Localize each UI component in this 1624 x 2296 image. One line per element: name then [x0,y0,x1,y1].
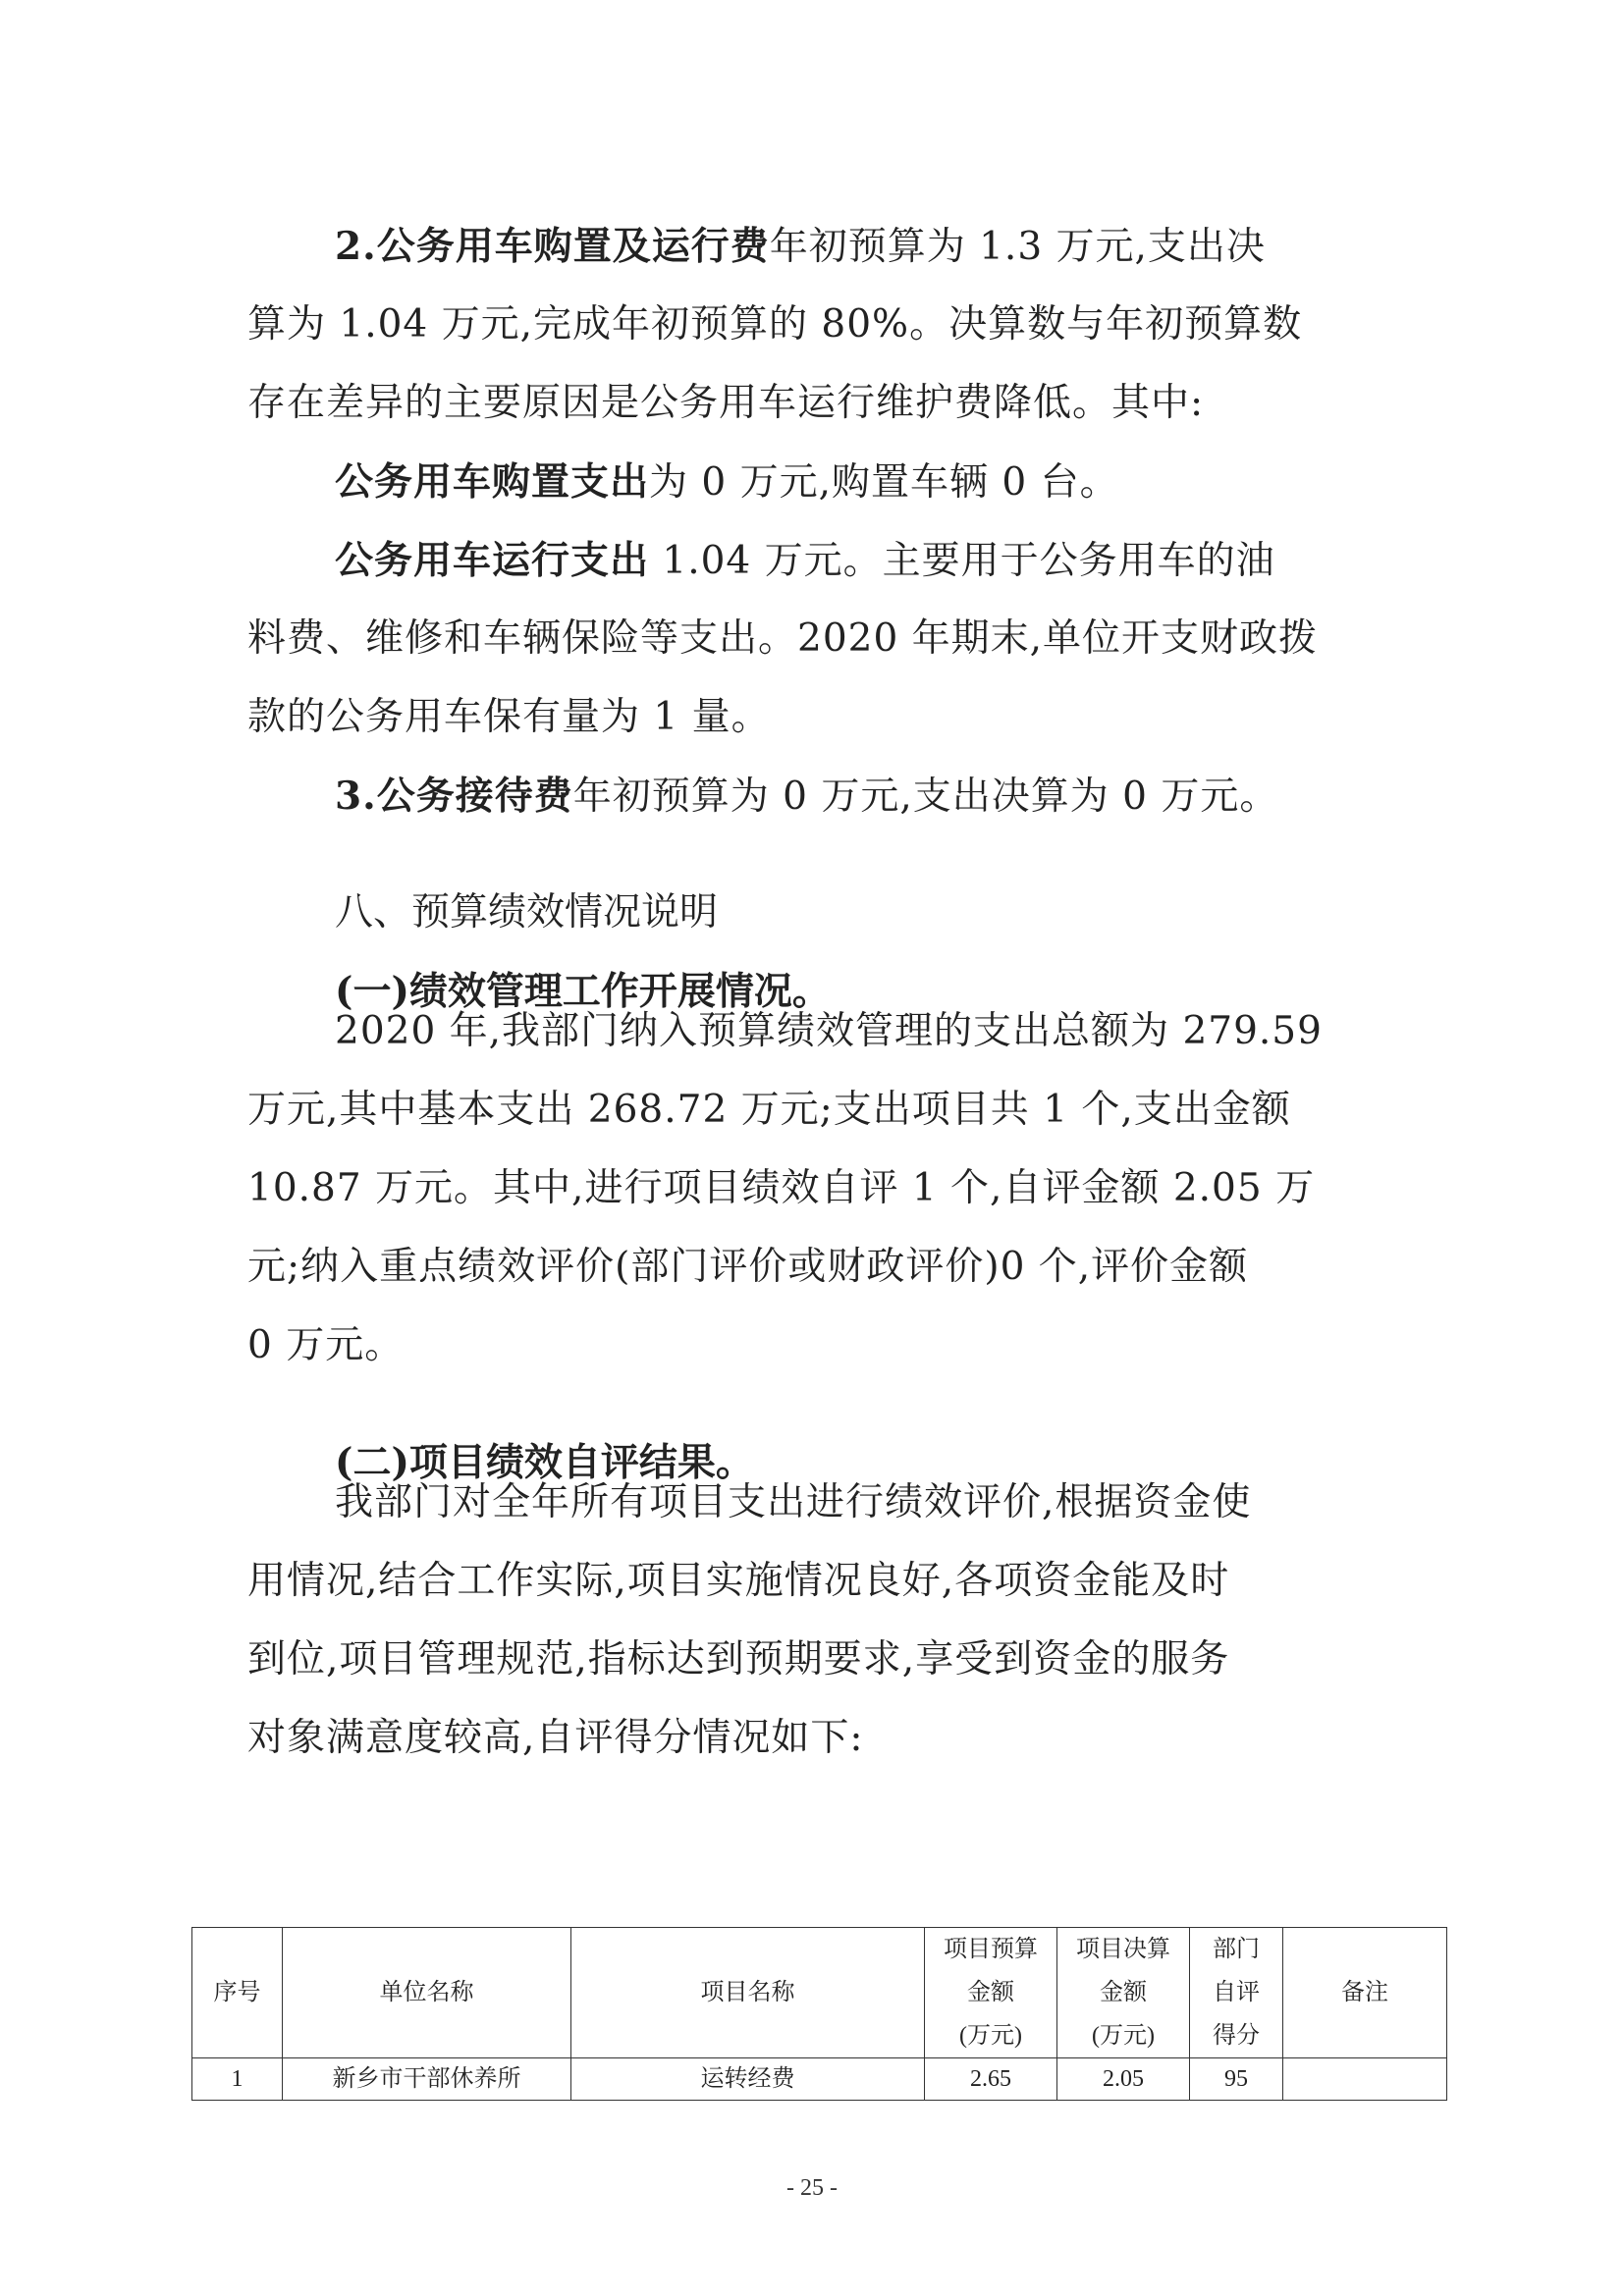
vehicle-operation-text: 1.04 万元。主要用于公务用车的油 [649,539,1275,583]
vehicle-heading: 2.公务用车购置及运行费 [335,224,770,269]
header-unit-name: 单位名称 [283,1928,571,2058]
para-evaluation-line-1: 我部门对全年所有项目支出进行绩效评价,根据资金使 [335,1480,1252,1524]
cell-seq: 1 [192,2058,283,2101]
para-vehicle-purchase [335,457,1119,507]
cell-self-score: 95 [1190,2058,1283,2101]
cell-note [1283,2058,1447,2101]
header-budget-line-3: (万元) [959,2023,1022,2049]
para-vehicle-line-1 [335,222,1266,272]
para-performance-line-5: 0 万元。 [247,1323,405,1367]
header-budget-line-2: 金额 [967,1980,1014,2005]
para-evaluation-line-3: 到位,项目管理规范,指标达到预期要求,享受到资金的服务 [247,1637,1230,1682]
header-budget-amount [925,1928,1057,2058]
reception-text: 年初预算为 0 万元,支出决算为 0 万元。 [572,774,1279,819]
vehicle-purchase-text: 为 0 万元,购置车辆 0 台。 [649,460,1119,505]
cell-budget-amount: 2.65 [925,2058,1057,2101]
header-score-line-2: 自评 [1213,1980,1260,2005]
header-budget-line-1: 项目预算 [944,1937,1038,1962]
header-score-line-3: 得分 [1213,2023,1260,2049]
para-vehicle-line-3: 存在差异的主要原因是公务用车运行维护费降低。其中: [247,381,1205,425]
table-header-row [192,1928,1447,2058]
header-final-line-2: 金额 [1100,1980,1147,2005]
para-performance-line-2: 万元,其中基本支出 268.72 万元;支出项目共 1 个,支出金额 [247,1088,1291,1132]
para-evaluation-line-2: 用情况,结合工作实际,项目实施情况良好,各项资金能及时 [247,1559,1230,1603]
vehicle-purchase-heading: 公务用车购置支出 [335,459,650,505]
self-evaluation-table [191,1927,1447,2101]
header-final-amount [1057,1928,1190,2058]
header-seq: 序号 [192,1928,283,2058]
para-vehicle-operation-line-3: 款的公务用车保有量为 1 量。 [247,695,771,739]
vehicle-text: 年初预算为 1.3 万元,支出决 [769,225,1266,269]
table-row [192,2058,1447,2101]
para-vehicle-operation-line-2: 料费、维修和车辆保险等支出。2020 年期末,单位开支财政拨 [247,616,1319,661]
para-evaluation-line-4: 对象满意度较高,自评得分情况如下: [247,1716,864,1760]
para-vehicle-operation-line-1 [335,536,1275,586]
header-final-line-3: (万元) [1092,2023,1155,2049]
cell-final-amount: 2.05 [1057,2058,1190,2101]
vehicle-operation-heading: 公务用车运行支出 [335,538,650,583]
header-project-name: 项目名称 [571,1928,925,2058]
para-performance-line-1: 2020 年,我部门纳入预算绩效管理的支出总额为 279.59 [335,1009,1323,1053]
cell-project-name: 运转经费 [571,2058,925,2101]
subheading-performance-management: (一)绩效管理工作开展情况。 [335,969,831,1014]
reception-heading: 3.公务接待费 [335,774,573,819]
page-number: - 25 - [786,2175,838,2201]
para-vehicle-line-2: 算为 1.04 万元,完成年初预算的 80%。决算数与年初预算数 [247,302,1303,347]
header-final-line-1: 项目决算 [1076,1937,1170,1962]
section-heading-budget-performance: 八、预算绩效情况说明 [335,890,719,934]
cell-unit-name: 新乡市干部休养所 [283,2058,571,2101]
para-reception [335,772,1278,822]
header-note: 备注 [1283,1928,1447,2058]
para-performance-line-3: 10.87 万元。其中,进行项目绩效自评 1 个,自评金额 2.05 万 [247,1166,1316,1210]
subheading-self-evaluation: (二)项目绩效自评结果。 [335,1440,754,1485]
header-score-line-1: 部门 [1213,1937,1260,1962]
header-self-score [1190,1928,1283,2058]
para-performance-line-4: 元;纳入重点绩效评价(部门评价或财政评价)0 个,评价金额 [247,1245,1249,1289]
